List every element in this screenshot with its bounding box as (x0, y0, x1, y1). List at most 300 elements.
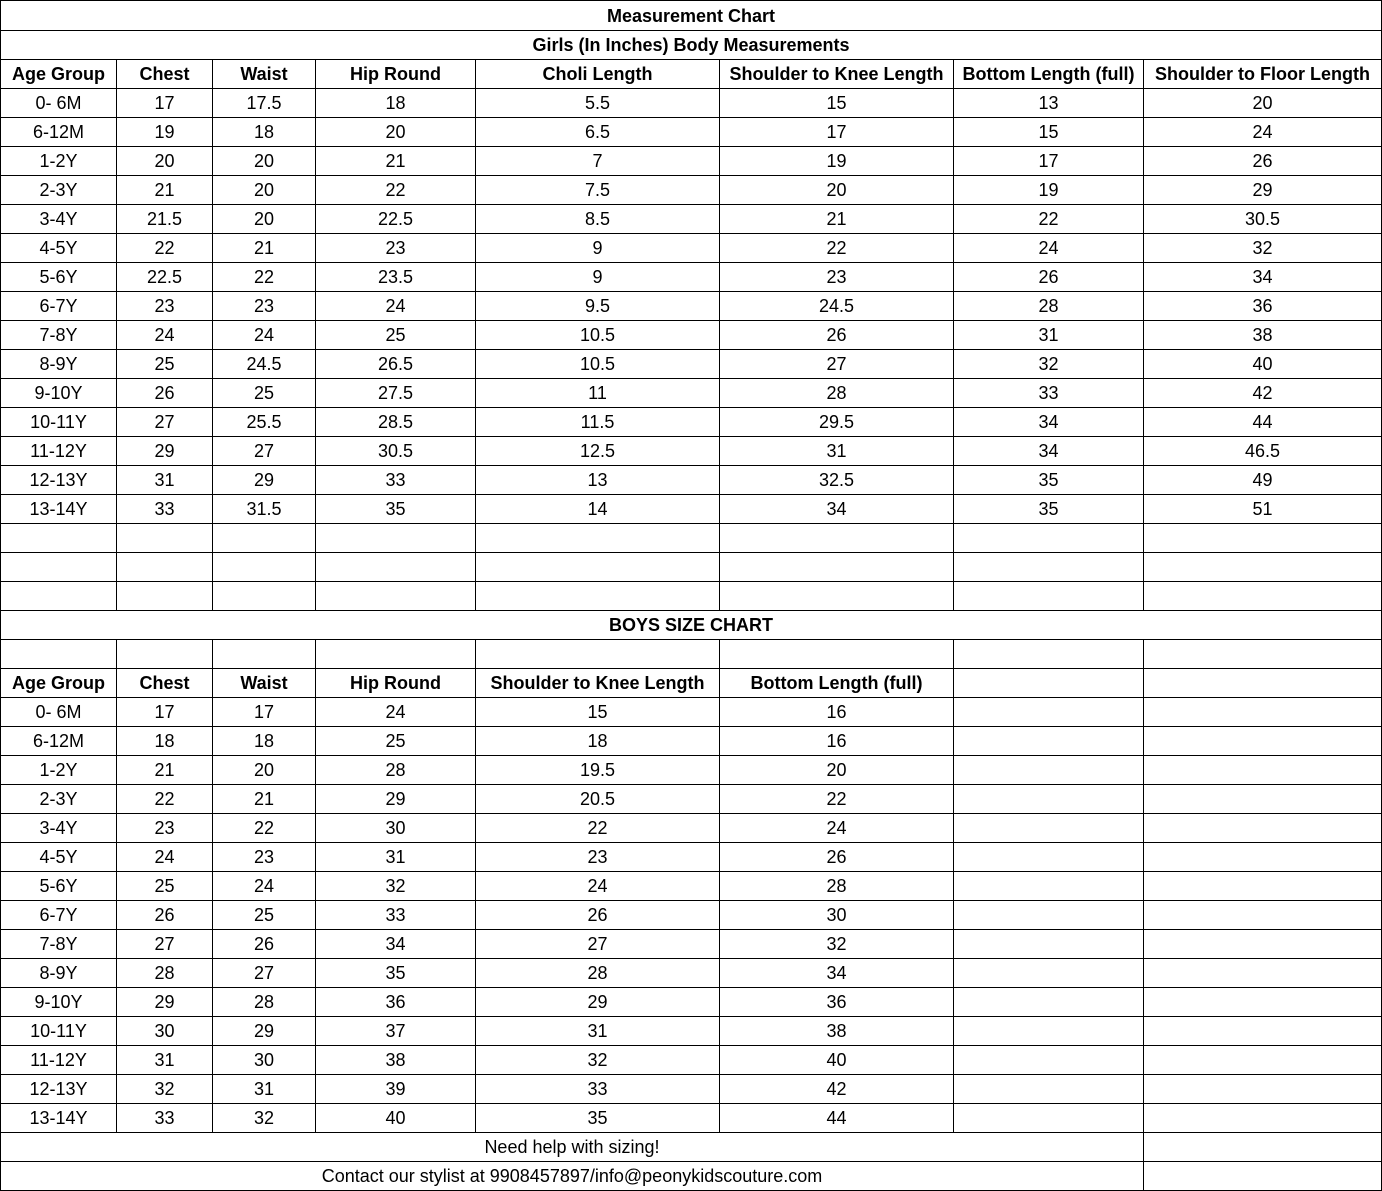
measurement-cell: 27 (213, 437, 316, 466)
girls-table-row (1, 205, 1382, 234)
measurement-cell: 24 (1144, 118, 1382, 147)
empty-cell (1144, 901, 1382, 930)
measurement-cell: 23 (316, 234, 476, 263)
age-group-cell: 1-2Y (1, 756, 117, 785)
measurement-cell: 8.5 (476, 205, 720, 234)
empty-cell (954, 669, 1144, 698)
girls-subtitle: Girls (In Inches) Body Measurements (1, 31, 1382, 60)
measurement-cell: 28 (213, 988, 316, 1017)
measurement-cell: 24 (117, 321, 213, 350)
empty-cell (1144, 872, 1382, 901)
measurement-cell: 24 (213, 321, 316, 350)
sheet-title: Measurement Chart (1, 1, 1382, 31)
measurement-cell: 21 (720, 205, 954, 234)
measurement-cell: 35 (954, 495, 1144, 524)
measurement-cell: 26 (954, 263, 1144, 292)
contact-text: Contact our stylist at 9908457897/info@peonykidscouture.com (1, 1162, 1144, 1191)
measurement-cell: 28 (720, 872, 954, 901)
measurement-cell: 29 (316, 785, 476, 814)
age-group-cell: 12-13Y (1, 1075, 117, 1104)
measurement-cell: 11 (476, 379, 720, 408)
measurement-cell: 35 (954, 466, 1144, 495)
boys-table-row (1, 727, 1382, 756)
age-group-cell: 5-6Y (1, 263, 117, 292)
girls-table-row (1, 118, 1382, 147)
measurement-cell: 24 (316, 292, 476, 321)
girls-header-row (1, 60, 1382, 89)
empty-cell (954, 1104, 1144, 1133)
measurement-cell: 18 (117, 727, 213, 756)
measurement-cell: 36 (1144, 292, 1382, 321)
measurement-cell: 24 (316, 698, 476, 727)
measurement-cell: 18 (213, 727, 316, 756)
measurement-cell: 22.5 (117, 263, 213, 292)
boys-table-row (1, 1104, 1382, 1133)
empty-cell (117, 553, 213, 582)
measurement-cell: 20 (213, 205, 316, 234)
measurement-cell: 38 (1144, 321, 1382, 350)
measurement-cell: 30 (720, 901, 954, 930)
measurement-cell: 20 (117, 147, 213, 176)
boys-header-cell: Age Group (1, 669, 117, 698)
measurement-cell: 20 (316, 118, 476, 147)
measurement-cell: 33 (316, 901, 476, 930)
measurement-cell: 21 (117, 176, 213, 205)
measurement-cell: 32 (316, 872, 476, 901)
measurement-cell: 27 (117, 930, 213, 959)
empty-cell (213, 553, 316, 582)
empty-cell (1144, 814, 1382, 843)
empty-cell (954, 640, 1144, 669)
age-group-cell: 6-12M (1, 727, 117, 756)
measurement-cell: 33 (117, 1104, 213, 1133)
boys-header-cell: Waist (213, 669, 316, 698)
measurement-cell: 25 (213, 379, 316, 408)
age-group-cell: 8-9Y (1, 959, 117, 988)
age-group-cell: 11-12Y (1, 437, 117, 466)
measurement-cell: 22 (117, 785, 213, 814)
empty-row (1, 582, 1382, 611)
boys-table-row (1, 843, 1382, 872)
measurement-cell: 51 (1144, 495, 1382, 524)
measurement-cell: 30.5 (316, 437, 476, 466)
measurement-cell: 17 (117, 89, 213, 118)
boys-header-cell: Hip Round (316, 669, 476, 698)
measurement-cell: 20 (720, 176, 954, 205)
empty-row (1, 640, 1382, 669)
measurement-cell: 19 (720, 147, 954, 176)
empty-cell (1144, 1046, 1382, 1075)
measurement-cell: 32 (213, 1104, 316, 1133)
girls-header-cell: Waist (213, 60, 316, 89)
measurement-cell: 26 (213, 930, 316, 959)
measurement-cell: 20 (213, 176, 316, 205)
measurement-cell: 38 (720, 1017, 954, 1046)
empty-cell (117, 640, 213, 669)
measurement-cell: 21.5 (117, 205, 213, 234)
empty-cell (1144, 1162, 1382, 1191)
measurement-cell: 33 (316, 466, 476, 495)
measurement-cell: 10.5 (476, 350, 720, 379)
measurement-cell: 24 (213, 872, 316, 901)
measurement-cell: 37 (316, 1017, 476, 1046)
measurement-cell: 32 (954, 350, 1144, 379)
empty-cell (954, 814, 1144, 843)
empty-cell (1144, 843, 1382, 872)
measurement-cell: 22 (117, 234, 213, 263)
measurement-cell: 33 (476, 1075, 720, 1104)
empty-cell (954, 582, 1144, 611)
measurement-cell: 23 (117, 814, 213, 843)
empty-cell (954, 698, 1144, 727)
empty-cell (1144, 1017, 1382, 1046)
measurement-cell: 28 (720, 379, 954, 408)
empty-cell (1144, 582, 1382, 611)
empty-cell (213, 582, 316, 611)
empty-cell (316, 582, 476, 611)
measurement-cell: 23 (213, 292, 316, 321)
girls-table-row (1, 263, 1382, 292)
measurement-cell: 29 (1144, 176, 1382, 205)
age-group-cell: 10-11Y (1, 408, 117, 437)
measurement-cell: 22 (476, 814, 720, 843)
girls-header-cell: Chest (117, 60, 213, 89)
measurement-cell: 42 (1144, 379, 1382, 408)
age-group-cell: 13-14Y (1, 1104, 117, 1133)
empty-cell (954, 872, 1144, 901)
age-group-cell: 4-5Y (1, 234, 117, 263)
measurement-cell: 25 (316, 727, 476, 756)
girls-table-row (1, 89, 1382, 118)
boys-table-row (1, 872, 1382, 901)
empty-cell (316, 524, 476, 553)
empty-cell (1, 524, 117, 553)
measurement-cell: 22 (720, 234, 954, 263)
empty-cell (954, 756, 1144, 785)
measurement-cell: 5.5 (476, 89, 720, 118)
age-group-cell: 0- 6M (1, 698, 117, 727)
measurement-cell: 31 (213, 1075, 316, 1104)
girls-table-row (1, 147, 1382, 176)
age-group-cell: 1-2Y (1, 147, 117, 176)
empty-cell (1144, 727, 1382, 756)
measurement-cell: 32.5 (720, 466, 954, 495)
measurement-cell: 24 (954, 234, 1144, 263)
boys-table-row (1, 1075, 1382, 1104)
empty-cell (954, 727, 1144, 756)
empty-cell (720, 640, 954, 669)
measurement-cell: 29 (476, 988, 720, 1017)
measurement-cell: 46.5 (1144, 437, 1382, 466)
empty-cell (213, 524, 316, 553)
measurement-cell: 30 (117, 1017, 213, 1046)
measurement-cell: 23 (117, 292, 213, 321)
age-group-cell: 9-10Y (1, 379, 117, 408)
measurement-cell: 32 (1144, 234, 1382, 263)
empty-cell (1144, 553, 1382, 582)
measurement-cell: 27 (476, 930, 720, 959)
measurement-cell: 7.5 (476, 176, 720, 205)
girls-table-row (1, 466, 1382, 495)
measurement-cell: 29 (117, 988, 213, 1017)
age-group-cell: 2-3Y (1, 176, 117, 205)
age-group-cell: 7-8Y (1, 321, 117, 350)
measurement-cell: 32 (720, 930, 954, 959)
measurement-cell: 34 (720, 959, 954, 988)
empty-cell (1144, 930, 1382, 959)
age-group-cell: 4-5Y (1, 843, 117, 872)
measurement-cell: 26 (117, 379, 213, 408)
measurement-cell: 16 (720, 698, 954, 727)
measurement-cell: 20 (213, 756, 316, 785)
empty-cell (476, 582, 720, 611)
empty-cell (954, 785, 1144, 814)
boys-header-cell: Bottom Length (full) (720, 669, 954, 698)
measurement-cell: 13 (476, 466, 720, 495)
measurement-cell: 34 (720, 495, 954, 524)
measurement-cell: 35 (316, 495, 476, 524)
measurement-cell: 34 (954, 437, 1144, 466)
measurement-cell: 17 (720, 118, 954, 147)
girls-table-row (1, 408, 1382, 437)
measurement-cell: 39 (316, 1075, 476, 1104)
measurement-cell: 20 (1144, 89, 1382, 118)
age-group-cell: 6-7Y (1, 901, 117, 930)
measurement-cell: 28 (954, 292, 1144, 321)
measurement-cell: 11.5 (476, 408, 720, 437)
measurement-cell: 27 (117, 408, 213, 437)
measurement-cell: 21 (117, 756, 213, 785)
measurement-cell: 22 (213, 814, 316, 843)
empty-cell (1, 553, 117, 582)
empty-cell (954, 524, 1144, 553)
empty-cell (1144, 988, 1382, 1017)
measurement-cell: 21 (213, 785, 316, 814)
measurement-cell: 22 (213, 263, 316, 292)
measurement-cell: 42 (720, 1075, 954, 1104)
measurement-cell: 24 (476, 872, 720, 901)
boys-table-row (1, 930, 1382, 959)
measurement-cell: 17 (954, 147, 1144, 176)
age-group-cell: 6-7Y (1, 292, 117, 321)
age-group-cell: 8-9Y (1, 350, 117, 379)
measurement-cell: 15 (954, 118, 1144, 147)
measurement-cell: 21 (213, 234, 316, 263)
measurement-cell: 12.5 (476, 437, 720, 466)
boys-table-row (1, 1017, 1382, 1046)
empty-cell (316, 553, 476, 582)
measurement-cell: 20 (720, 756, 954, 785)
measurement-cell: 31 (720, 437, 954, 466)
empty-cell (213, 640, 316, 669)
empty-cell (117, 524, 213, 553)
measurement-cell: 27 (213, 959, 316, 988)
measurement-cell: 30 (213, 1046, 316, 1075)
measurement-cell: 31 (476, 1017, 720, 1046)
measurement-cell: 7 (476, 147, 720, 176)
measurement-cell: 23.5 (316, 263, 476, 292)
measurement-cell: 22 (954, 205, 1144, 234)
empty-cell (1, 640, 117, 669)
measurement-cell: 26 (117, 901, 213, 930)
measurement-cell: 22 (720, 785, 954, 814)
measurement-cell: 26 (1144, 147, 1382, 176)
measurement-cell: 25 (117, 350, 213, 379)
age-group-cell: 6-12M (1, 118, 117, 147)
girls-table-row (1, 176, 1382, 205)
measurement-cell: 6.5 (476, 118, 720, 147)
measurement-cell: 10.5 (476, 321, 720, 350)
measurement-cell: 30 (316, 814, 476, 843)
measurement-cell: 38 (316, 1046, 476, 1075)
measurement-cell: 18 (213, 118, 316, 147)
measurement-cell: 27.5 (316, 379, 476, 408)
girls-table-row (1, 437, 1382, 466)
measurement-cell: 17.5 (213, 89, 316, 118)
boys-table-row (1, 901, 1382, 930)
empty-cell (720, 524, 954, 553)
help-text: Need help with sizing! (1, 1133, 1144, 1162)
measurement-cell: 20 (213, 147, 316, 176)
empty-cell (316, 640, 476, 669)
measurement-cell: 27 (720, 350, 954, 379)
measurement-cell: 24 (117, 843, 213, 872)
boys-header-row (1, 669, 1382, 698)
empty-cell (1144, 959, 1382, 988)
age-group-cell: 3-4Y (1, 814, 117, 843)
boys-table-row (1, 1046, 1382, 1075)
boys-table-row (1, 988, 1382, 1017)
measurement-cell: 30.5 (1144, 205, 1382, 234)
measurement-cell: 25.5 (213, 408, 316, 437)
measurement-cell: 18 (476, 727, 720, 756)
measurement-cell: 31 (316, 843, 476, 872)
measurement-cell: 29 (213, 1017, 316, 1046)
empty-cell (476, 640, 720, 669)
measurement-cell: 26 (476, 901, 720, 930)
measurement-cell: 9.5 (476, 292, 720, 321)
empty-cell (1144, 640, 1382, 669)
measurement-cell: 19 (954, 176, 1144, 205)
age-group-cell: 0- 6M (1, 89, 117, 118)
measurement-cell: 20.5 (476, 785, 720, 814)
measurement-cell: 16 (720, 727, 954, 756)
empty-cell (954, 553, 1144, 582)
empty-row (1, 553, 1382, 582)
measurement-cell: 31 (117, 1046, 213, 1075)
measurement-cell: 35 (476, 1104, 720, 1133)
measurement-cell: 18 (316, 89, 476, 118)
measurement-cell: 32 (117, 1075, 213, 1104)
measurement-cell: 29 (117, 437, 213, 466)
measurement-cell: 23 (720, 263, 954, 292)
measurement-cell: 24.5 (213, 350, 316, 379)
measurement-cell: 29.5 (720, 408, 954, 437)
empty-cell (476, 553, 720, 582)
girls-table-row (1, 379, 1382, 408)
girls-header-cell: Shoulder to Knee Length (720, 60, 954, 89)
measurement-cell: 14 (476, 495, 720, 524)
empty-cell (954, 988, 1144, 1017)
girls-table-row (1, 234, 1382, 263)
measurement-cell: 15 (720, 89, 954, 118)
empty-cell (954, 1046, 1144, 1075)
empty-cell (954, 1075, 1144, 1104)
measurement-cell: 13 (954, 89, 1144, 118)
measurement-cell: 28 (117, 959, 213, 988)
boys-header-cell: Shoulder to Knee Length (476, 669, 720, 698)
boys-table-row (1, 698, 1382, 727)
girls-table-row (1, 495, 1382, 524)
empty-cell (1144, 698, 1382, 727)
measurement-cell: 23 (213, 843, 316, 872)
measurement-cell: 19 (117, 118, 213, 147)
measurement-cell: 44 (1144, 408, 1382, 437)
measurement-cell: 15 (476, 698, 720, 727)
measurement-cell: 33 (117, 495, 213, 524)
age-group-cell: 9-10Y (1, 988, 117, 1017)
measurement-cell: 24.5 (720, 292, 954, 321)
empty-cell (1144, 524, 1382, 553)
empty-cell (954, 1017, 1144, 1046)
boys-table-row (1, 756, 1382, 785)
measurement-cell: 25 (213, 901, 316, 930)
empty-cell (954, 959, 1144, 988)
measurement-cell: 31 (117, 466, 213, 495)
measurement-cell: 22.5 (316, 205, 476, 234)
age-group-cell: 3-4Y (1, 205, 117, 234)
measurement-cell: 34 (1144, 263, 1382, 292)
age-group-cell: 12-13Y (1, 466, 117, 495)
boys-header-cell: Chest (117, 669, 213, 698)
measurement-cell: 19.5 (476, 756, 720, 785)
boys-table-row (1, 814, 1382, 843)
girls-header-cell: Bottom Length (full) (954, 60, 1144, 89)
empty-cell (1144, 756, 1382, 785)
measurement-cell: 32 (476, 1046, 720, 1075)
measurement-cell: 26 (720, 321, 954, 350)
measurement-cell: 40 (720, 1046, 954, 1075)
measurement-cell: 17 (213, 698, 316, 727)
girls-header-cell: Choli Length (476, 60, 720, 89)
measurement-cell: 36 (720, 988, 954, 1017)
measurement-cell: 22 (316, 176, 476, 205)
age-group-cell: 5-6Y (1, 872, 117, 901)
measurement-cell: 9 (476, 234, 720, 263)
girls-header-cell: Age Group (1, 60, 117, 89)
boys-table-row (1, 785, 1382, 814)
empty-cell (954, 843, 1144, 872)
measurement-cell: 44 (720, 1104, 954, 1133)
measurement-cell: 31.5 (213, 495, 316, 524)
empty-cell (1144, 1104, 1382, 1133)
measurement-cell: 40 (316, 1104, 476, 1133)
measurement-cell: 29 (213, 466, 316, 495)
measurement-cell: 33 (954, 379, 1144, 408)
age-group-cell: 10-11Y (1, 1017, 117, 1046)
age-group-cell: 13-14Y (1, 495, 117, 524)
girls-table-row (1, 321, 1382, 350)
empty-cell (1144, 1133, 1382, 1162)
empty-cell (476, 524, 720, 553)
measurement-cell: 49 (1144, 466, 1382, 495)
empty-cell (954, 901, 1144, 930)
measurement-cell: 28 (316, 756, 476, 785)
empty-cell (720, 582, 954, 611)
measurement-cell: 28.5 (316, 408, 476, 437)
measurement-cell: 35 (316, 959, 476, 988)
measurement-cell: 31 (954, 321, 1144, 350)
